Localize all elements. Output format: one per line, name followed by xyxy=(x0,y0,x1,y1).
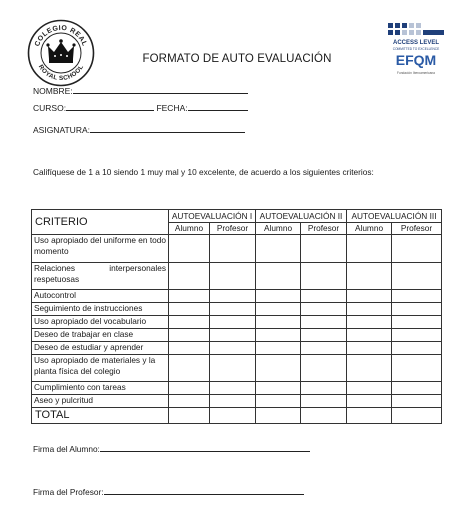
score-cell[interactable] xyxy=(169,342,210,355)
score-cell[interactable] xyxy=(169,382,210,395)
table-row xyxy=(32,303,442,316)
criterion-label: Autocontrol xyxy=(32,290,169,303)
total-cell[interactable] xyxy=(256,408,301,424)
score-cell[interactable] xyxy=(392,235,442,263)
criterion-label: Aseo y pulcritud xyxy=(32,395,169,408)
score-cell[interactable] xyxy=(210,342,256,355)
fecha-label: FECHA: xyxy=(156,103,188,113)
score-cell[interactable] xyxy=(347,316,392,329)
student-signature-row xyxy=(33,442,310,454)
curso-row xyxy=(33,101,248,113)
sub-header: Alumno xyxy=(347,223,392,235)
table-row xyxy=(32,290,442,303)
efqm-brand: EFQM xyxy=(395,52,437,68)
score-cell[interactable] xyxy=(210,290,256,303)
score-cell[interactable] xyxy=(169,303,210,316)
score-cell[interactable] xyxy=(301,316,347,329)
score-cell[interactable] xyxy=(347,290,392,303)
table-row xyxy=(32,395,442,408)
score-cell[interactable] xyxy=(392,263,442,290)
curso-label: CURSO: xyxy=(33,103,67,113)
score-cell[interactable] xyxy=(347,382,392,395)
table-row xyxy=(32,235,442,263)
score-cell[interactable] xyxy=(392,290,442,303)
table-row xyxy=(32,355,442,382)
score-cell[interactable] xyxy=(210,303,256,316)
score-cell[interactable] xyxy=(301,263,347,290)
nombre-label: NOMBRE: xyxy=(33,86,73,96)
score-cell[interactable] xyxy=(256,303,301,316)
score-cell[interactable] xyxy=(169,355,210,382)
score-cell[interactable] xyxy=(256,235,301,263)
instruction-text: Califíquese de 1 a 10 siendo 1 muy mal y 10 excelente, de acuerdo a los siguientes criterios: xyxy=(33,167,374,177)
score-cell[interactable] xyxy=(256,355,301,382)
criterio-header: CRITERIO xyxy=(32,210,169,235)
score-cell[interactable] xyxy=(210,395,256,408)
total-cell[interactable] xyxy=(392,408,442,424)
score-cell[interactable] xyxy=(392,329,442,342)
sub-header: Profesor xyxy=(392,223,442,235)
teacher-signature-label: Firma del Profesor: xyxy=(33,487,104,497)
score-cell[interactable] xyxy=(347,342,392,355)
score-cell[interactable] xyxy=(301,290,347,303)
score-cell[interactable] xyxy=(256,395,301,408)
student-signature-label: Firma del Alumno: xyxy=(33,444,100,454)
nombre-row xyxy=(33,84,248,96)
fecha-field[interactable] xyxy=(188,101,248,111)
score-cell[interactable] xyxy=(169,235,210,263)
criterion-label: Uso apropiado de materiales y la planta física del colegio xyxy=(32,355,169,382)
crest-bottom-text: ROYAL SCHOOL xyxy=(36,63,86,83)
crest-top-text: COLEGIO REAL xyxy=(34,24,88,48)
total-cell[interactable] xyxy=(210,408,256,424)
criterion-label: Deseo de trabajar en clase xyxy=(32,329,169,342)
table-row xyxy=(32,342,442,355)
score-cell[interactable] xyxy=(256,316,301,329)
score-cell[interactable] xyxy=(256,329,301,342)
efqm-logo xyxy=(386,20,446,82)
score-cell[interactable] xyxy=(169,395,210,408)
eval-header-3: AUTOEVALUACIÓN III xyxy=(347,210,442,223)
eval-header-2: AUTOEVALUACIÓN II xyxy=(256,210,347,223)
score-cell[interactable] xyxy=(301,329,347,342)
teacher-signature-row xyxy=(33,485,304,497)
total-cell[interactable] xyxy=(347,408,392,424)
score-cell[interactable] xyxy=(301,303,347,316)
efqm-line2: COMMITTED TO EXCELLENCE xyxy=(392,47,440,51)
sub-header: Alumno xyxy=(169,223,210,235)
score-cell[interactable] xyxy=(256,382,301,395)
sub-header: Profesor xyxy=(210,223,256,235)
score-cell[interactable] xyxy=(392,342,442,355)
criterion-label: Seguimiento de instrucciones xyxy=(32,303,169,316)
score-cell[interactable] xyxy=(301,235,347,263)
score-cell[interactable] xyxy=(347,263,392,290)
table-row xyxy=(32,316,442,329)
table-row xyxy=(32,382,442,395)
score-cell[interactable] xyxy=(301,355,347,382)
score-cell[interactable] xyxy=(256,342,301,355)
total-row xyxy=(32,408,442,424)
curso-field[interactable] xyxy=(66,101,154,111)
score-cell[interactable] xyxy=(169,263,210,290)
criterion-label: Relaciones interpersonales respetuosas xyxy=(32,263,169,290)
criterion-label: Cumplimiento con tareas xyxy=(32,382,169,395)
score-cell[interactable] xyxy=(347,355,392,382)
student-signature-field[interactable] xyxy=(100,442,310,452)
score-cell[interactable] xyxy=(210,355,256,382)
score-cell[interactable] xyxy=(256,290,301,303)
table-row xyxy=(32,329,442,342)
score-cell[interactable] xyxy=(169,316,210,329)
nombre-field[interactable] xyxy=(73,84,248,94)
criterion-label: Deseo de estudiar y aprender xyxy=(32,342,169,355)
asignatura-field[interactable] xyxy=(90,123,245,133)
eval-header-1: AUTOEVALUACIÓN I xyxy=(169,210,256,223)
criteria-table xyxy=(31,209,442,424)
sub-header: Alumno xyxy=(256,223,301,235)
score-cell[interactable] xyxy=(210,329,256,342)
score-cell[interactable] xyxy=(169,290,210,303)
table-row xyxy=(32,263,442,290)
score-cell[interactable] xyxy=(210,316,256,329)
score-cell[interactable] xyxy=(210,263,256,290)
total-cell[interactable] xyxy=(169,408,210,424)
score-cell[interactable] xyxy=(347,329,392,342)
score-cell[interactable] xyxy=(301,395,347,408)
score-cell[interactable] xyxy=(392,303,442,316)
score-cell[interactable] xyxy=(256,263,301,290)
score-cell[interactable] xyxy=(210,235,256,263)
criterion-label: Uso apropiado del vocabulario xyxy=(32,316,169,329)
score-cell[interactable] xyxy=(169,329,210,342)
criterion-label: Uso apropiado del uniforme en todo momento xyxy=(32,235,169,263)
efqm-line1: ACCESS LEVEL xyxy=(392,40,440,46)
total-cell[interactable] xyxy=(301,408,347,424)
score-cell[interactable] xyxy=(392,316,442,329)
teacher-signature-field[interactable] xyxy=(104,485,304,495)
score-cell[interactable] xyxy=(301,382,347,395)
asignatura-label: ASIGNATURA: xyxy=(33,125,90,135)
score-cell[interactable] xyxy=(210,382,256,395)
score-cell[interactable] xyxy=(392,395,442,408)
score-cell[interactable] xyxy=(347,235,392,263)
score-cell[interactable] xyxy=(347,395,392,408)
score-cell[interactable] xyxy=(301,342,347,355)
total-label: TOTAL xyxy=(32,408,169,424)
sub-header: Profesor xyxy=(301,223,347,235)
score-cell[interactable] xyxy=(347,303,392,316)
page-title: FORMATO DE AUTO EVALUACIÓN xyxy=(142,53,332,65)
score-cell[interactable] xyxy=(392,382,442,395)
score-cell[interactable] xyxy=(392,355,442,382)
efqm-tagline: Fundación Iberoamericana xyxy=(397,71,435,75)
asignatura-row xyxy=(33,123,245,135)
